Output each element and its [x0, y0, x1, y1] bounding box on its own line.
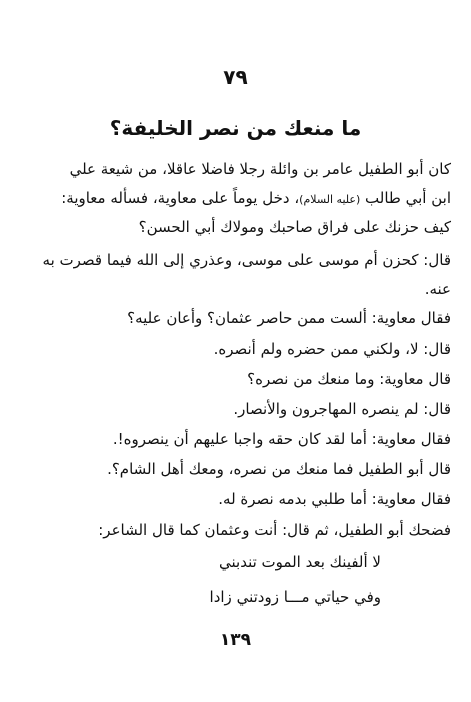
paragraph-line-2-start: ابن أبي طالب	[360, 189, 451, 207]
poem-verse-1: لا ألفينك بعد الموت تندبني	[219, 553, 381, 571]
dialogue-line-5: قال معاوية: وما منعك من نصره؟	[247, 370, 451, 388]
poem-verse-2: وفي حياتي مـــا زودتني زادا	[209, 588, 381, 606]
paragraph-line-2	[24, 187, 451, 211]
paragraph-line-3: كيف حزنك على فراق صاحبك ومولاك أبي الحسن؟	[138, 218, 451, 236]
page-number: ١٣٩	[219, 630, 252, 650]
dialogue-line-4: قال: لا، ولكني ممن حضره ولم أنصره.	[213, 340, 451, 358]
dialogue-line-1: قال: كحزن أم موسى على موسى، وعذري إلى الله فيما قصرت به	[42, 251, 451, 269]
dialogue-line-2: عنه.	[424, 280, 451, 298]
dialogue-line-7: فقال معاوية: أما لقد كان حقه واجبا عليهم أن ينصروه!.	[112, 430, 451, 448]
paragraph-line-1: كان أبو الطفيل عامر بن وائلة رجلا فاضلا عاقلا، من شيعة علي	[69, 160, 451, 178]
dialogue-line-8: قال أبو الطفيل فما منعك من نصره، ومعك أهل الشام؟.	[107, 460, 451, 478]
honorific-text: (عليه السلام)	[299, 193, 361, 206]
chapter-title: ما منعك من نصر الخليفة؟	[109, 116, 362, 140]
dialogue-line-10: فضحك أبو الطفيل، ثم قال: أنت وعثمان كما قال الشاعر:	[98, 521, 451, 539]
dialogue-line-6: قال: لم ينصره المهاجرون والأنصار.	[233, 400, 451, 418]
dialogue-line-3: فقال معاوية: ألست ممن حاصر عثمان؟ وأعان عليه؟	[127, 309, 451, 327]
paragraph-line-2-end: ، دخل يوماً على معاوية، فسأله معاوية:	[61, 189, 300, 207]
chapter-number: ٧٩	[223, 65, 248, 89]
dialogue-line-9: فقال معاوية: أما طلبي بدمه نصرة له.	[218, 490, 451, 508]
